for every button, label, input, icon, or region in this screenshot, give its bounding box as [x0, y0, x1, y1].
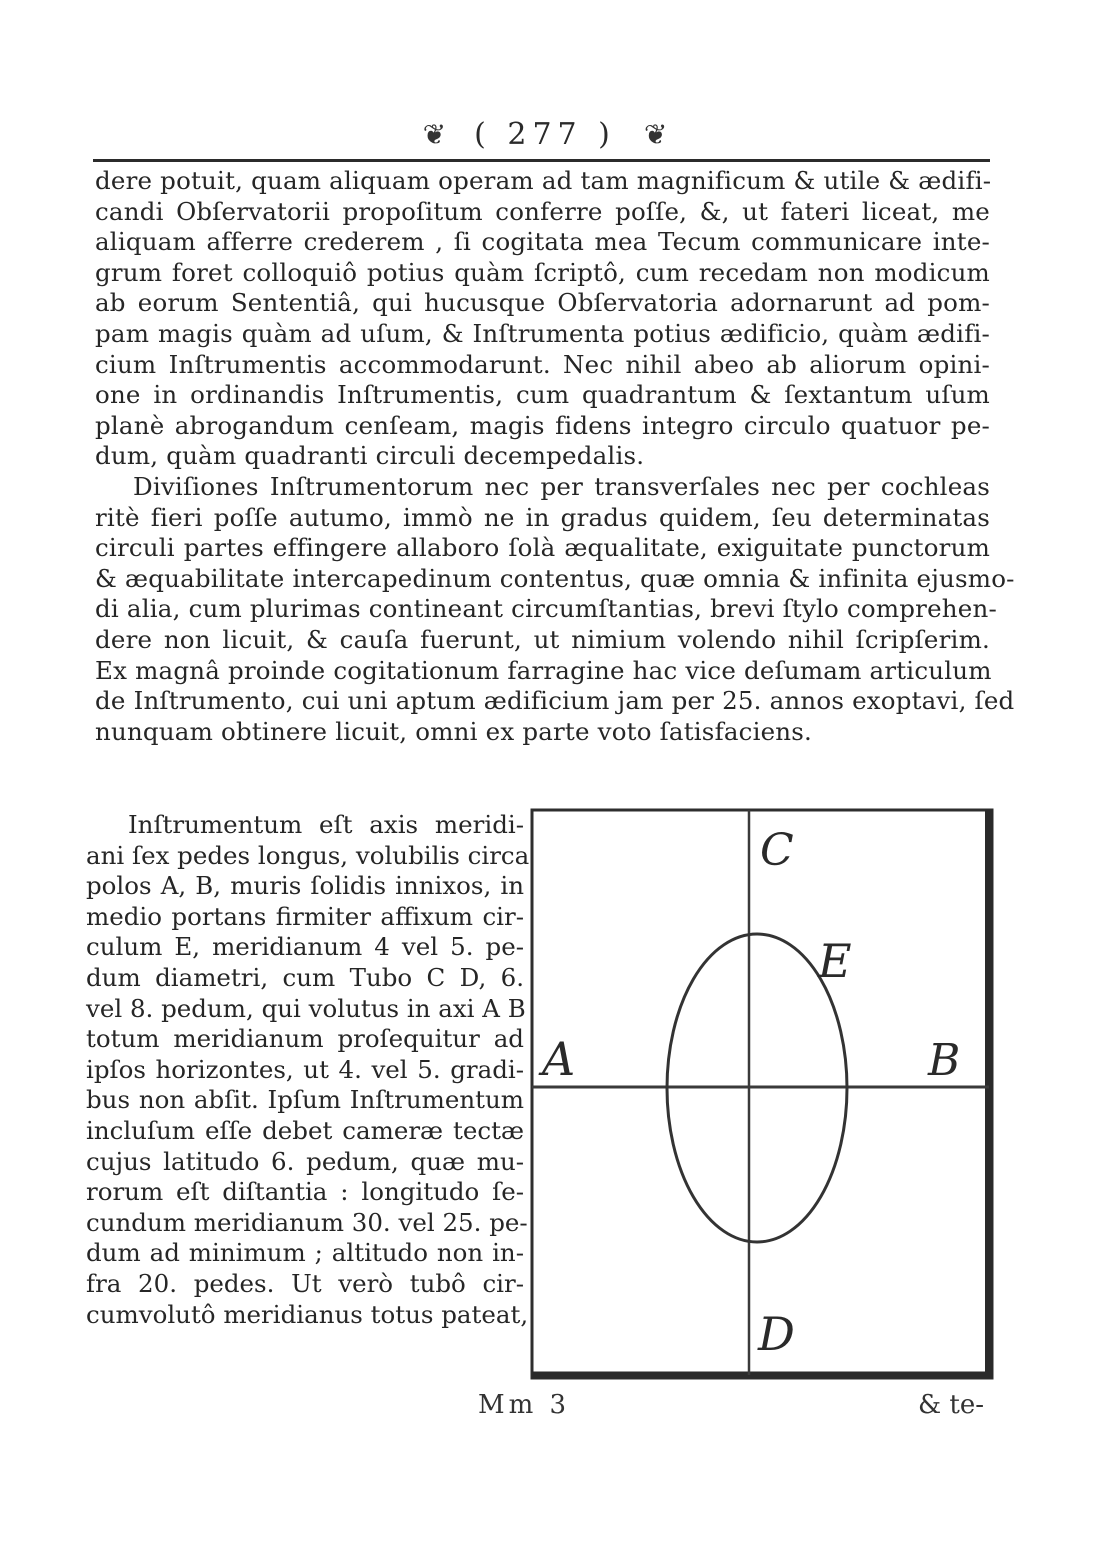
text-line: dere potuit, quam aliquam operam ad tam magnificum & utile & ædifi- [95, 166, 992, 195]
text-line: cium Inſtrumentis accommodarunt. Nec nihil abeo ab aliorum opini- [95, 349, 990, 379]
fleuron-left-icon: ❦ [422, 117, 447, 151]
label-b: B [928, 1035, 961, 1086]
signature-mark: Mm 3 [478, 1390, 571, 1420]
text-line: medio portans firmiter affixum cir- [86, 901, 524, 931]
frame-outline [532, 810, 992, 1378]
label-e: E [818, 934, 852, 988]
label-c: C [760, 825, 794, 876]
instrument-diagram [520, 805, 998, 1385]
text-line: circuli partes effingere allaboro ſolà æqualitate, exiguitate punctorum [95, 533, 990, 563]
text-line: aliquam afferre crederem , ſi cogitata mea Tecum communicare inte- [95, 227, 990, 257]
text-line: di alia, cum plurimas contineant circumſtantias, brevi ſtylo comprehen- [95, 594, 997, 624]
running-head [395, 110, 695, 158]
figure-description [86, 810, 530, 1330]
text-line: dum ad minimum ; altitudo non in- [86, 1238, 524, 1268]
text-line: incluſum eſſe debet cameræ tectæ [86, 1115, 524, 1145]
page-number: ( 277 ) [474, 116, 616, 152]
text-line: totum meridianum proſequitur ad [86, 1024, 524, 1054]
header-rule [93, 159, 990, 162]
text-line: rorum eſt diſtantia : longitudo ſe- [86, 1177, 524, 1207]
text-line: de Inſtrumento, cui uni aptum ædificium jam per 25. annos exoptavi, ſed [95, 686, 1015, 716]
text-line: bus non abſit. Ipſum Inſtrumentum [86, 1085, 524, 1115]
text-line: ab eorum Sententiâ, qui hucusque Obſervatoria adornarunt ad pom- [95, 288, 990, 318]
text-line: ipſos horizontes, ut 4. vel 5. gradi- [86, 1054, 524, 1084]
text-line: cumvolutô meridianus totus pateat, [86, 1299, 529, 1329]
label-d: D [758, 1307, 795, 1361]
text-line: polos A, B, muris ſolidis innixos, in [86, 871, 524, 901]
text-line: one in ordinandis Inſtrumentis, cum quadrantum & ſextantum uſum [95, 380, 990, 410]
text-line: Ex magnâ proinde cogitationum farragine hac vice deſumam articulum [95, 655, 992, 685]
text-line: grum foret colloquiô potius quàm ſcriptô, cum recedam non modicum [95, 257, 990, 287]
text-line: planè abrogandum cenſeam, magis fidens integro circulo quatuor pe- [95, 410, 990, 440]
text-line: candi Obſervatorii propoſitum conferre poſſe, &, ut fateri liceat, me [95, 196, 990, 226]
instrument-figure [520, 805, 998, 1385]
text-line: pam magis quàm ad uſum, & Inſtrumenta potius ædificio, quàm ædifi- [95, 318, 990, 348]
catchword: & te- [918, 1390, 985, 1420]
text-line: culum E, meridianum 4 vel 5. pe- [86, 932, 524, 962]
text-line: dere non licuit, & cauſa fuerunt, ut nimium volendo nihil ſcripſerim. [95, 624, 990, 654]
text-line: & æquabilitate intercapedinum contentus, quæ omnia & infinita ejusmo- [95, 563, 1015, 593]
main-text [95, 166, 1015, 747]
text-line: ani ſex pedes longus, volubilis circa [86, 840, 530, 870]
text-line: Diviſiones Inſtrumentorum nec per transverſales nec per cochleas [133, 471, 990, 501]
text-line: ritè fieri poſſe autumo, immò ne in gradus quidem, ſeu determinatas [95, 502, 990, 532]
text-line: Inſtrumentum eſt axis meridi- [128, 810, 524, 839]
text-line: nunquam obtinere licuit, omni ex parte voto ſatisfaciens. [95, 716, 813, 746]
fleuron-right-icon: ❦ [643, 117, 668, 151]
label-a: A [542, 1032, 576, 1086]
text-line: dum diametri, cum Tubo C D, 6. [86, 962, 524, 992]
text-line: cundum meridianum 30. vel 25. pe- [86, 1207, 528, 1237]
text-line: fra 20. pedes. Ut verò tubô cir- [86, 1268, 524, 1298]
text-line: cujus latitudo 6. pedum, quæ mu- [86, 1146, 524, 1176]
text-line: vel 8. pedum, qui volutus in axi A B [86, 993, 526, 1023]
text-line: dum, quàm quadranti circuli decempedalis. [95, 441, 645, 471]
